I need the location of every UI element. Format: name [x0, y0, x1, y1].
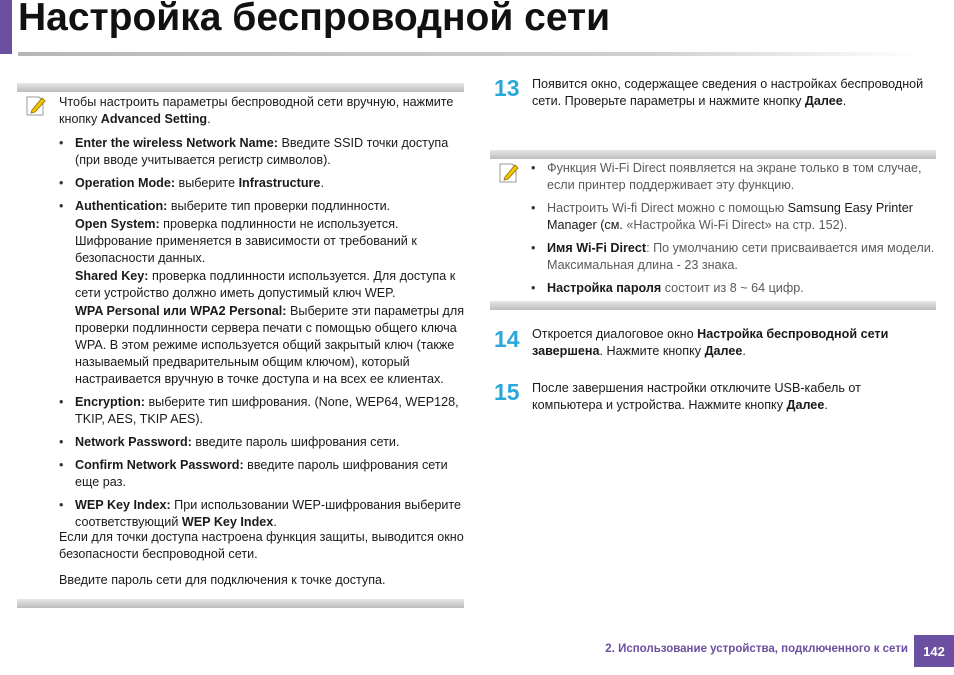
page-number: 142: [914, 635, 954, 667]
right-note-top-bar: [490, 150, 936, 159]
list-item: • Encryption: выберите тип шифрования. (None, WEP64, WEP128, TKIP, AES, TKIP AES).: [59, 394, 465, 428]
left-note-intro: Чтобы настроить параметры беспроводной сети вручную, нажмите кнопку Advanced Setting.: [59, 95, 454, 126]
left-note-bottom-bar: [17, 599, 464, 608]
list-item: • Operation Mode: выберите Infrastructure.: [59, 175, 465, 192]
list-item: • Настройка пароля состоит из 8 ~ 64 цифр.: [531, 280, 936, 297]
title-divider: [18, 52, 918, 56]
list-item: • Enter the wireless Network Name: Введите SSID точки доступа (при вводе учитывается регистр символов).: [59, 135, 465, 169]
right-note-list: [531, 160, 936, 303]
advanced-setting-label: Advanced Setting: [100, 112, 208, 126]
step-number-15: 15: [494, 379, 520, 405]
left-note-top-bar: [17, 83, 464, 92]
list-item: • Network Password: введите пароль шифрования сети.: [59, 434, 465, 451]
left-note-outro-2: Введите пароль сети для подключения к точке доступа.: [59, 573, 386, 587]
step-14-text: Откроется диалоговое окно Настройка беспроводной сети завершена. Нажмите кнопку Далее.: [532, 327, 889, 358]
step-number-13: 13: [494, 75, 520, 101]
left-note-list: [59, 135, 465, 537]
left-note-outro-1: Если для точки доступа настроена функция защиты, выводится окно безопасности беспроводной сети.: [59, 530, 464, 561]
note-pencil-icon: [25, 95, 47, 117]
step-13-text: Появится окно, содержащее сведения о настройках беспроводной сети. Проверьте параметры и нажмите кнопку Далее.: [532, 77, 924, 108]
list-item: • WEP Key Index: При использовании WEP-шифрования выберите соответствующий WEP Key Index.: [59, 497, 465, 531]
page-title: Настройка беспроводной сети: [18, 0, 611, 39]
title-accent-bar: [0, 0, 12, 54]
list-item: • Функция Wi-Fi Direct появляется на экране только в том случае, если принтер поддерживает эту функцию.: [531, 160, 936, 194]
list-item: • Authentication: выберите тип проверки подлинности. Open System: проверка подлинности не используется. Шифрование применяется в зависимости от требований к безопасности данных. Shared Key: проверка подлинности используется. Для доступа к сети устройство должно иметь допустимый ключ WEP. WPA Personal или WPA2 Personal: Выберите эти параметры для проверки подлинности сервера печати с помощью общего ключа WPA. В этом режиме используется общий закрытый ключ (также называемый предварительным общим ключом), который настраивается вручную в точке доступа и на всех ее клиентах.: [59, 198, 465, 388]
list-item: • Имя Wi-Fi Direct: По умолчанию сети присваивается имя модели. Максимальная длина - 23 знака.: [531, 240, 936, 274]
step-number-14: 14: [494, 326, 520, 352]
note-pencil-icon: [498, 162, 520, 184]
step-15-text: После завершения настройки отключите USB-кабель от компьютера и устройства. Нажмите кнопку Далее.: [532, 381, 861, 412]
right-note-bottom-bar: [490, 301, 936, 310]
list-item: • Confirm Network Password: введите пароль шифрования сети еще раз.: [59, 457, 465, 491]
list-item: • Настроить Wi-fi Direct можно с помощью Samsung Easy Printer Manager (см. «Настройка Wi-Fi Direct» на стр. 152).: [531, 200, 936, 234]
chapter-footer: 2. Использование устройства, подключенного к сети: [605, 643, 908, 655]
